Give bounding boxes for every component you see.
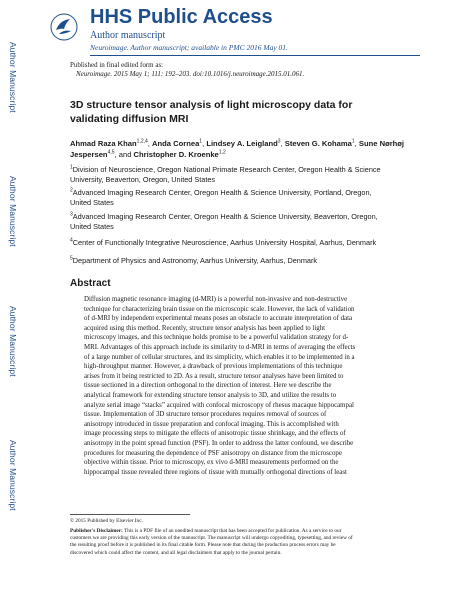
- affiliation-1: [70, 165, 410, 185]
- author-name: Sune Nørhøj Jespersen: [70, 139, 405, 159]
- affiliation-text: Advanced Imaging Research Center, Oregon Health & Science University, Beaverton, Oregon,: [72, 212, 378, 221]
- abstract-line: MRI. Advantages of this approach include its similarity to d-MRI in terms of averaging the effects: [84, 343, 356, 351]
- footer-rule: [70, 514, 190, 515]
- author-and: and: [118, 149, 134, 159]
- published-line: Published in final edited form as:: [70, 61, 164, 69]
- header-rule: [90, 55, 420, 56]
- author-sup: 4,5: [107, 148, 115, 155]
- disclaimer-label: Publisher's Disclaimer:: [70, 528, 123, 534]
- affiliation-num: 1: [70, 164, 73, 171]
- abstract-line: anisotropy introduced in tissue preparation and confocal imaging. This is accomplished with: [84, 420, 339, 428]
- disclaimer-line: discovered which could affect the content, and all legal disclaimers that apply to the journal pertain.: [70, 549, 282, 556]
- citation-line: Neuroimage. 2015 May 1; 111: 192–203. doi:10.1016/j.neuroimage.2015.01.061.: [76, 70, 305, 78]
- header-subtitle: Author manuscript: [90, 30, 166, 41]
- copyright: © 2015 Published by Elsevier Inc.: [70, 518, 143, 524]
- affiliation-4: [70, 238, 410, 248]
- abstract-line: image processing steps to mitigate the effects of anisotropic tissue shrinkage, and the effects of: [84, 430, 346, 438]
- affiliation-3: [70, 212, 410, 232]
- abstract-line: tissue sectioned in a direction orthogonal to the direction of interest. Here we describe the: [84, 382, 332, 390]
- author-list: [70, 139, 410, 160]
- sidebar-author-manuscript-3: Author Manuscript: [8, 306, 18, 377]
- affiliation-text: United States: [70, 198, 114, 207]
- hhs-logo-icon: [50, 12, 78, 42]
- author-name: Christopher D. Kroenke: [133, 149, 219, 159]
- author-sep: ,: [147, 139, 153, 148]
- abstract-line: high-throughput manner. However, a drawback of previous implementations of this technique: [84, 363, 343, 371]
- abstract-line: objective within tissue. Prior to microscopy, ex vivo d-MRI measurements performed on the: [84, 459, 339, 467]
- disclaimer-line: the resulting proof before it is published in its final citable form. Please note that during the production process errors may be: [70, 542, 336, 549]
- header-title: HHS Public Access: [90, 6, 273, 28]
- abstract-line: hippocampal tissue revealed three regions of tissue with mutually orthogonal directions of least: [84, 468, 347, 476]
- disclaimer-line: customers we are providing this early version of the manuscript. The manuscript will undergo copyediting, typesetting, and review of: [70, 535, 353, 542]
- abstract-line: anisotropy in the point spread function (PSF). In order to address the latter confound, we describe: [84, 439, 354, 447]
- abstract-line: microscopy images, and this technique holds promise to be a powerful validation strategy for d-: [84, 334, 349, 342]
- affiliation-5: [70, 256, 410, 266]
- affiliation-num: 2: [70, 187, 73, 194]
- author-sep: ,: [354, 139, 359, 148]
- abstract-line: arises from it being restricted to 2D. As a result, structure tensor analyses have been limited to: [84, 372, 344, 380]
- author-name: Steven G. Kohama: [284, 139, 352, 148]
- affiliation-text: Center of Functionally Integrative Neuroscience, Aarhus University Hospital, Aarhus, Denmark: [72, 238, 377, 247]
- title-line: validating diffusion MRI: [70, 113, 189, 125]
- author-sup: 1: [351, 138, 355, 145]
- abstract-heading: Abstract: [70, 278, 111, 289]
- affiliation-text: United States: [70, 222, 114, 231]
- author-sup: 3: [277, 138, 281, 145]
- abstract-line: tissue. Implementation of 3D structure tensor procedures requires removal of sources of: [84, 411, 327, 419]
- sidebar-author-manuscript-4: Author Manuscript: [8, 440, 18, 511]
- title-line: 3D structure tensor analysis of light microscopy data for: [70, 99, 353, 111]
- affiliation-text: University, Beaverton, Oregon, United States: [70, 175, 216, 184]
- abstract-line: Diffusion magnetic resonance imaging (d-MRI) is a powerful non-invasive and non-destructive: [84, 296, 348, 303]
- affiliation-num: 5: [70, 255, 73, 262]
- abstract-line: acquired using this method. Recently, structure tensor analysis has been applied to light: [84, 324, 326, 332]
- abstract-line: analyze serial image “stacks” acquired with confocal microscopy of rhesus macaque hippocampal: [84, 401, 354, 409]
- abstract-line: of d-MRI by independent experimental means poses an obstacle to accurate interpretation of data: [84, 315, 353, 323]
- author-sep: ,: [114, 149, 119, 159]
- author-sup: 1,2,4: [136, 138, 148, 145]
- affiliation-num: 3: [70, 211, 73, 218]
- abstract-line: procedures for measuring the dependence of PSF anisotropy on distance from the microscope: [84, 449, 342, 457]
- affiliation-text: Department of Physics and Astronomy, Aarhus University, Aarhus, Denmark: [72, 256, 318, 265]
- disclaimer-line: This is a PDF file of an unedited manuscript that has been accepted for publication. As a service to our: [122, 528, 342, 534]
- header-journal-line: Neuroimage. Author manuscript; available in PMC 2016 May 01.: [90, 43, 288, 52]
- publisher-disclaimer: [70, 528, 410, 557]
- author-name: Anda Cornea: [152, 139, 200, 148]
- author-sup: 1,2: [218, 148, 226, 155]
- affiliation-text: Division of Neuroscience, Oregon National Primate Research Center, Oregon Health & Science: [72, 165, 381, 174]
- abstract-body: [84, 295, 384, 477]
- affiliation-num: 4: [70, 237, 73, 244]
- author-name: Ahmad Raza Khan: [70, 139, 137, 148]
- author-sep: ,: [202, 139, 207, 148]
- sidebar-author-manuscript-2: Author Manuscript: [8, 176, 18, 247]
- affiliation-text: Advanced Imaging Research Center, Oregon Health & Science University, Portland, Oregon,: [72, 188, 372, 197]
- article-title: [70, 98, 410, 126]
- abstract-line: technique for characterizing brain tissue on the microscopic scale. However, the lack of validation: [84, 305, 355, 313]
- author-name: Lindsey A. Leigland: [206, 139, 278, 148]
- abstract-line: analytical framework for extending structure tensor analysis to 3D, and utilize the results to: [84, 391, 337, 399]
- affiliation-2: [70, 188, 410, 208]
- abstract-line: of a large number of cellular structures, and its simplicity, which enables it to be implemented in a: [84, 353, 355, 361]
- author-sup: 1: [199, 138, 203, 145]
- author-sep: ,: [280, 139, 285, 148]
- sidebar-author-manuscript-1: Author Manuscript: [8, 42, 18, 113]
